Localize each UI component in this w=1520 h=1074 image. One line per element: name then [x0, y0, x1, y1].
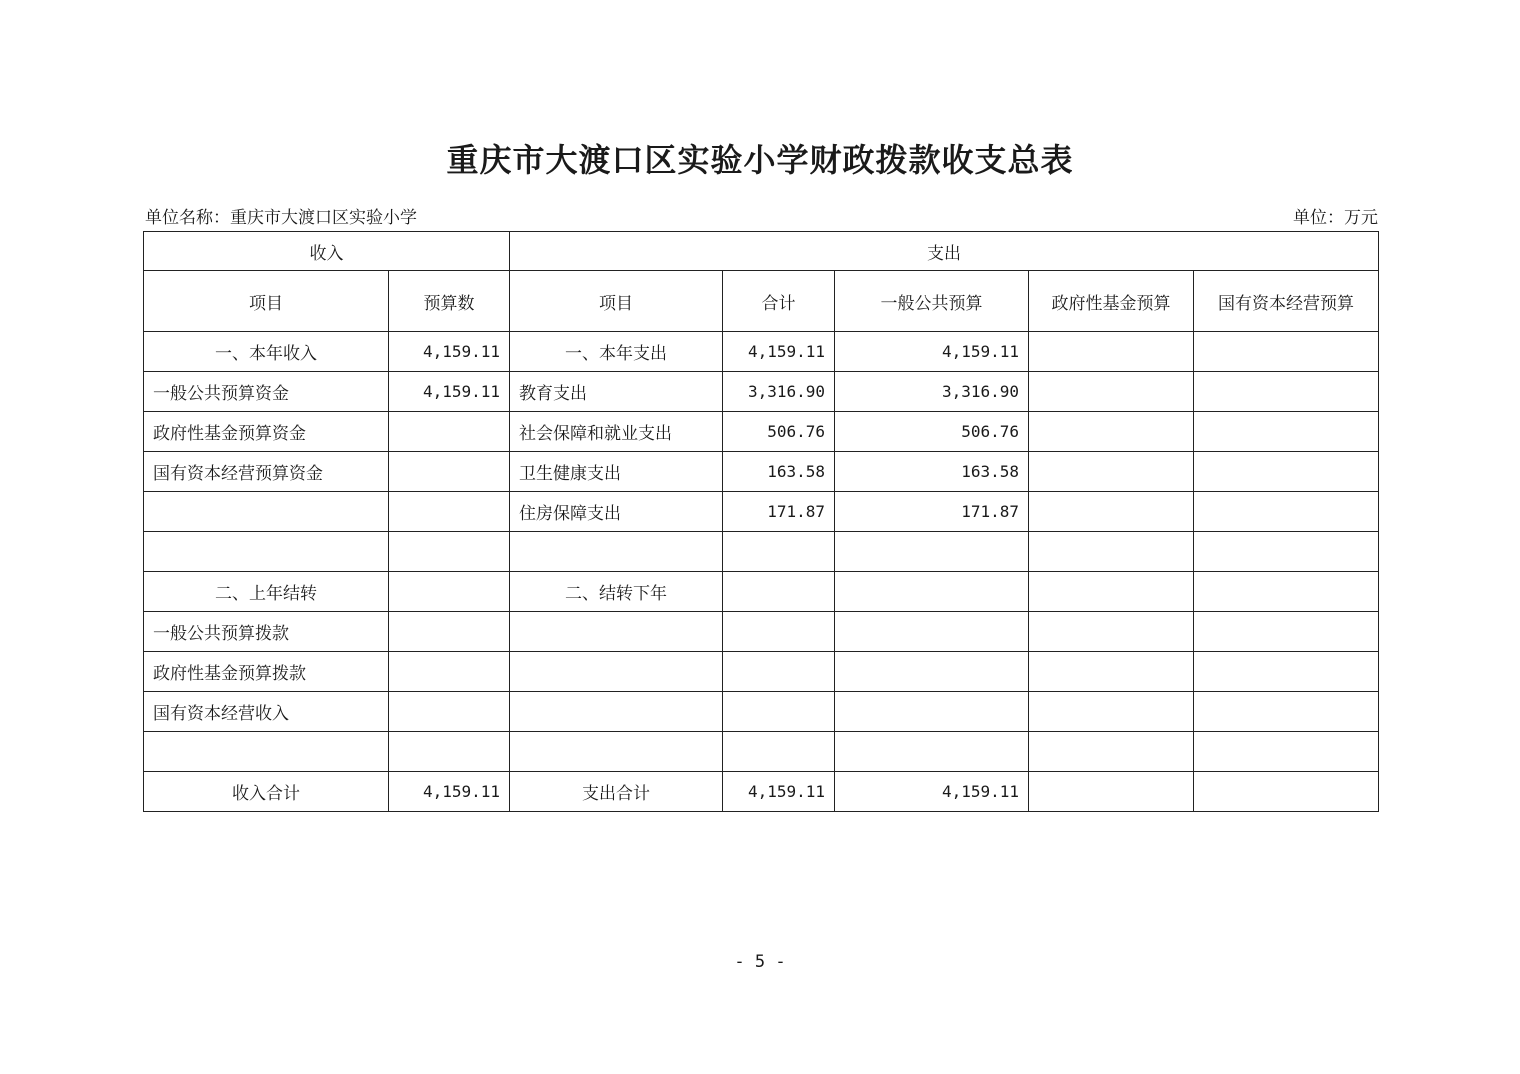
unit-label: 单位：万元	[1293, 208, 1378, 228]
cell-income-item: 政府性基金预算资金	[144, 412, 389, 452]
cell-state-capital-budget	[1194, 452, 1379, 492]
table-row	[144, 492, 1379, 532]
cell-income-budget	[389, 532, 510, 572]
cell-general-budget: 163.58	[835, 452, 1029, 492]
cell-general-budget	[835, 732, 1029, 772]
cell-expense-item	[510, 612, 723, 652]
cell-total	[723, 732, 835, 772]
cell-state-capital-budget	[1194, 412, 1379, 452]
cell-state-capital-budget	[1194, 732, 1379, 772]
cell-gov-fund-budget	[1029, 412, 1194, 452]
cell-state-capital-budget	[1194, 652, 1379, 692]
cell-gov-fund-budget	[1029, 492, 1194, 532]
cell-gov-fund-budget	[1029, 372, 1194, 412]
cell-expense-item: 社会保障和就业支出	[510, 412, 723, 452]
cell-total	[723, 572, 835, 612]
cell-expense-item: 一、本年支出	[510, 332, 723, 372]
group-income-header: 收入	[144, 232, 510, 271]
cell-gov-fund-budget	[1029, 732, 1194, 772]
cell-total: 163.58	[723, 452, 835, 492]
table-row	[144, 332, 1379, 372]
table-row	[144, 372, 1379, 412]
cell-state-capital-budget	[1194, 532, 1379, 572]
cell-state-capital-budget	[1194, 612, 1379, 652]
document-title: 重庆市大渡口区实验小学财政拨款收支总表	[446, 141, 1074, 179]
cell-gov-fund-budget	[1029, 692, 1194, 732]
table-row	[144, 412, 1379, 452]
cell-general-budget: 3,316.90	[835, 372, 1029, 412]
cell-general-budget	[835, 692, 1029, 732]
cell-general-budget: 506.76	[835, 412, 1029, 452]
cell-income-budget	[389, 412, 510, 452]
cell-state-capital-budget	[1194, 492, 1379, 532]
cell-total: 506.76	[723, 412, 835, 452]
cell-total: 4,159.11	[723, 332, 835, 372]
header-state-capital-budget: 国有资本经营预算	[1194, 271, 1379, 332]
cell-income-item: 国有资本经营预算资金	[144, 452, 389, 492]
header-expense-item: 项目	[510, 271, 723, 332]
cell-income-item: 二、上年结转	[144, 572, 389, 612]
cell-total	[723, 612, 835, 652]
cell-income-item	[144, 532, 389, 572]
cell-income-item: 政府性基金预算拨款	[144, 652, 389, 692]
cell-gov-fund-budget	[1029, 452, 1194, 492]
cell-total	[723, 652, 835, 692]
cell-general-budget	[835, 532, 1029, 572]
cell-income-item: 国有资本经营收入	[144, 692, 389, 732]
cell-income-budget	[389, 692, 510, 732]
cell-general-budget	[835, 652, 1029, 692]
table-row	[144, 772, 1379, 812]
cell-expense-item	[510, 652, 723, 692]
cell-income-budget	[389, 452, 510, 492]
header-income-budget: 预算数	[389, 271, 510, 332]
table-row	[144, 452, 1379, 492]
cell-gov-fund-budget	[1029, 532, 1194, 572]
cell-income-item: 一般公共预算资金	[144, 372, 389, 412]
cell-gov-fund-budget	[1029, 652, 1194, 692]
cell-expense-item: 教育支出	[510, 372, 723, 412]
table-row	[144, 612, 1379, 652]
cell-state-capital-budget	[1194, 572, 1379, 612]
cell-state-capital-budget	[1194, 772, 1379, 812]
cell-gov-fund-budget	[1029, 612, 1194, 652]
cell-expense-item: 二、结转下年	[510, 572, 723, 612]
cell-income-budget	[389, 572, 510, 612]
cell-income-item: 收入合计	[144, 772, 389, 812]
table-row	[144, 732, 1379, 772]
table-row	[144, 572, 1379, 612]
page-number: - 5 -	[734, 952, 786, 972]
cell-income-budget	[389, 732, 510, 772]
group-expense-header: 支出	[510, 232, 1379, 271]
column-header-row	[144, 271, 1379, 332]
header-gov-fund-budget: 政府性基金预算	[1029, 271, 1194, 332]
cell-income-budget	[389, 652, 510, 692]
table-row	[144, 692, 1379, 732]
cell-expense-item	[510, 732, 723, 772]
cell-income-budget: 4,159.11	[389, 772, 510, 812]
cell-income-item	[144, 732, 389, 772]
cell-expense-item: 住房保障支出	[510, 492, 723, 532]
cell-state-capital-budget	[1194, 332, 1379, 372]
cell-income-item: 一般公共预算拨款	[144, 612, 389, 652]
cell-gov-fund-budget	[1029, 772, 1194, 812]
header-income-item: 项目	[144, 271, 389, 332]
cell-income-item: 一、本年收入	[144, 332, 389, 372]
cell-expense-item	[510, 532, 723, 572]
cell-total: 4,159.11	[723, 772, 835, 812]
cell-general-budget: 171.87	[835, 492, 1029, 532]
cell-income-budget: 4,159.11	[389, 372, 510, 412]
table-row	[144, 652, 1379, 692]
cell-expense-item: 支出合计	[510, 772, 723, 812]
cell-state-capital-budget	[1194, 692, 1379, 732]
cell-total: 3,316.90	[723, 372, 835, 412]
cell-gov-fund-budget	[1029, 332, 1194, 372]
table-row	[144, 532, 1379, 572]
cell-general-budget	[835, 612, 1029, 652]
cell-total: 171.87	[723, 492, 835, 532]
cell-state-capital-budget	[1194, 372, 1379, 412]
meta-line	[143, 206, 1378, 230]
cell-expense-item	[510, 692, 723, 732]
header-general-budget: 一般公共预算	[835, 271, 1029, 332]
cell-general-budget: 4,159.11	[835, 772, 1029, 812]
cell-general-budget	[835, 572, 1029, 612]
cell-income-budget: 4,159.11	[389, 332, 510, 372]
cell-general-budget: 4,159.11	[835, 332, 1029, 372]
unit-name-label: 单位名称：重庆市大渡口区实验小学	[145, 208, 417, 228]
header-total: 合计	[723, 271, 835, 332]
cell-gov-fund-budget	[1029, 572, 1194, 612]
cell-total	[723, 692, 835, 732]
cell-total	[723, 532, 835, 572]
budget-table	[143, 231, 1379, 812]
cell-income-budget	[389, 492, 510, 532]
cell-income-item	[144, 492, 389, 532]
cell-expense-item: 卫生健康支出	[510, 452, 723, 492]
group-header-row	[144, 232, 1379, 271]
cell-income-budget	[389, 612, 510, 652]
